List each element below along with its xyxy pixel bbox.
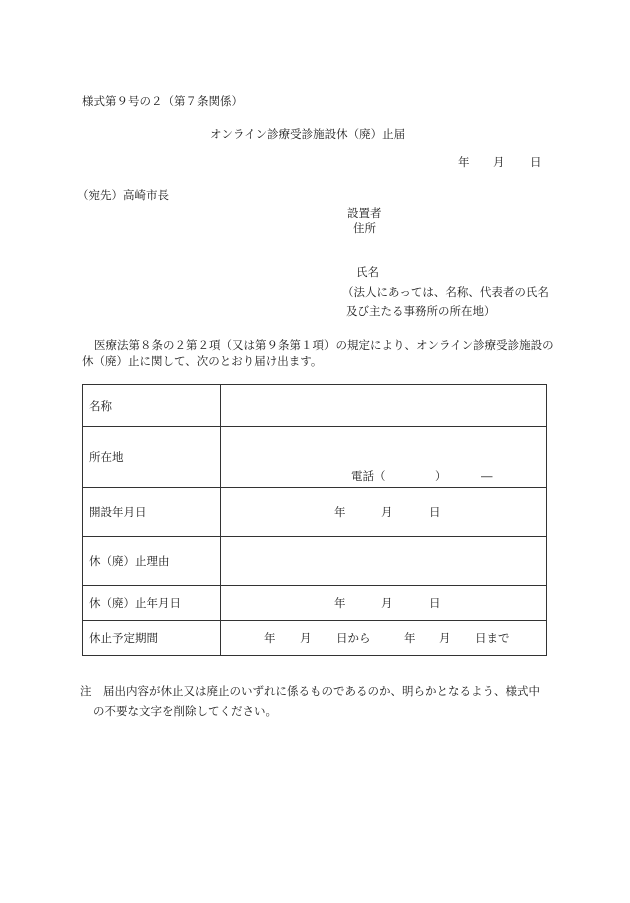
phone-close-paren: ）: [435, 468, 447, 483]
stop-year: 年: [334, 596, 346, 610]
opened-day: 日: [429, 505, 441, 519]
stop-month: 月: [381, 596, 393, 610]
applicant-name-label: 氏名: [356, 265, 379, 279]
addressee: （宛先）高崎市長: [77, 188, 169, 202]
table-row-reason: [83, 537, 547, 586]
applicant-note-line1: （法人にあっては、名称、代表者の氏名: [342, 285, 549, 299]
period-label: 休止予定期間: [83, 621, 221, 656]
statement-line2: 休（廃）止に関して、次のとおり届け出ます。: [82, 354, 323, 368]
document-title: オンライン診療受診施設休（廃）止届: [210, 127, 406, 141]
phone-dash: ―: [481, 468, 493, 483]
date-year-label: 年: [458, 155, 470, 169]
location-label: 所在地: [83, 427, 221, 488]
period-cell[interactable]: [221, 621, 547, 656]
opened-year: 年: [334, 505, 346, 519]
footnote-line1: 注 届出内容が休止又は廃止のいずれに係るものであるのか、明らかとなるよう、様式中: [80, 684, 540, 698]
table-row-stop-date: [83, 586, 547, 621]
stop-day: 日: [429, 596, 441, 610]
name-value-cell[interactable]: [221, 385, 547, 427]
notification-table: [82, 384, 547, 656]
applicant-note-line2: 及び主たる事務所の所在地）: [346, 304, 496, 318]
table-row-period: [83, 621, 547, 656]
reason-label: 休（廃）止理由: [83, 537, 221, 586]
applicant-address-label: 住所: [353, 221, 376, 235]
table-row-location: [83, 427, 547, 488]
period-to-year: 年: [404, 631, 416, 645]
form-number: 様式第９号の２（第７条関係）: [82, 94, 243, 108]
footnote-line2: の不要な文字を削除してください。: [93, 704, 277, 718]
stop-date-label: 休（廃）止年月日: [83, 586, 221, 621]
table-row-opened: [83, 488, 547, 537]
date-day-label: 日: [530, 155, 542, 169]
period-from-day: 日から: [336, 631, 371, 645]
period-from-month: 月: [300, 631, 312, 645]
opened-date-label: 開設年月日: [83, 488, 221, 537]
location-value-cell[interactable]: [221, 427, 547, 488]
statement-line1: 医療法第８条の２第２項（又は第９条第１項）の規定により、オンライン診療受診施設の: [94, 338, 554, 352]
period-to-month: 月: [439, 631, 451, 645]
opened-month: 月: [381, 505, 393, 519]
period-from-year: 年: [264, 631, 276, 645]
reason-value-cell[interactable]: [221, 537, 547, 586]
applicant-role: 設置者: [347, 206, 382, 220]
name-label: 名称: [83, 385, 221, 427]
table-row-name: [83, 385, 547, 427]
opened-date-cell[interactable]: [221, 488, 547, 537]
period-to-day: 日まで: [475, 631, 510, 645]
stop-date-cell[interactable]: [221, 586, 547, 621]
phone-label: 電話（: [351, 468, 386, 483]
date-month-label: 月: [493, 155, 505, 169]
